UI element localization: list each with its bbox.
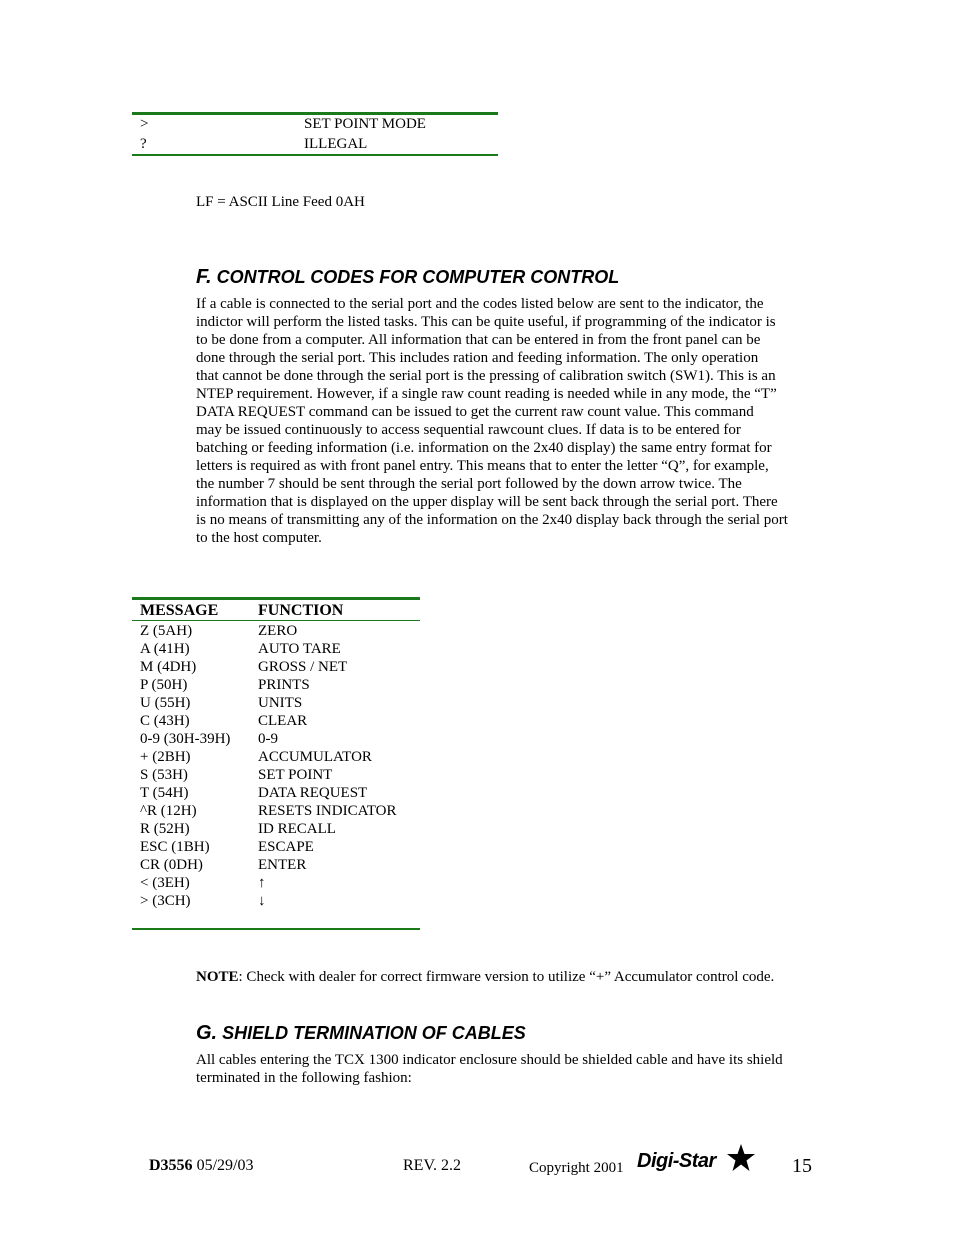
cmd-message: < (3EH) [140, 875, 190, 891]
cmd-table-row [140, 874, 420, 892]
paragraph-line: is no means of transmitting any of the information on the 2x40 display back through the serial port [196, 512, 788, 528]
paragraph-line: to the host computer. [196, 530, 322, 546]
cmd-message: Z (5AH) [140, 623, 193, 639]
cmd-table-row [140, 856, 420, 874]
footer-date: 05/29/03 [196, 1157, 254, 1174]
section-g-letter: G. [196, 1022, 218, 1044]
paragraph-line: batching or feeding information (i.e. information on the 2x40 display) the same entry format for [196, 440, 772, 456]
cmd-function: ENTER [258, 857, 307, 873]
cmd-table-row [140, 658, 420, 676]
section-f-letter: F. [196, 266, 212, 288]
cmd-function: SET POINT [258, 767, 333, 783]
section-f-paragraph [196, 295, 816, 547]
footer-doc-number: D3556 [149, 1157, 193, 1174]
paragraph-line: NTEP requirement. However, if a single raw count reading is needed while in any mode, the “T” [196, 386, 777, 402]
star-icon [726, 1143, 756, 1173]
cmd-message: + (2BH) [140, 749, 191, 765]
top-table-bottom-rule [132, 154, 498, 156]
section-g-title: SHIELD TERMINATION OF CABLES [222, 1023, 526, 1043]
firmware-note [196, 968, 774, 986]
cmd-function: ID RECALL [258, 821, 336, 837]
paragraph-line: letters is required as with front panel entry. This means that to enter the letter “Q”, for example, [196, 458, 769, 474]
cmd-function: ↑ [258, 875, 266, 891]
cmd-function: UNITS [258, 695, 303, 711]
section-f-title: CONTROL CODES FOR COMPUTER CONTROL [216, 267, 620, 287]
section-f-heading [196, 266, 619, 288]
cmd-message: > (3CH) [140, 893, 191, 909]
cmd-table-bottom-rule [132, 928, 420, 930]
cmd-message: 0-9 (30H-39H) [140, 731, 231, 747]
cmd-table-row [140, 622, 420, 640]
top-table-symbol: > [140, 116, 149, 132]
paragraph-line: to be done from a computer. All information that can be entered in from the front panel can be [196, 332, 761, 348]
cmd-message: R (52H) [140, 821, 190, 837]
digi-star-logo [637, 1150, 716, 1173]
cmd-table-row [140, 712, 420, 730]
cmd-table-top-rule [132, 597, 420, 600]
footer-copyright: Copyright 2001 [529, 1160, 624, 1176]
paragraph-line: may be issued continuously to access sequential rawcount clues. If data is to be entered for [196, 422, 741, 438]
cmd-table-row [140, 730, 420, 748]
top-table-meaning: ILLEGAL [304, 136, 368, 152]
top-table-row [140, 115, 148, 133]
lf-note: LF = ASCII Line Feed 0AH [196, 194, 365, 210]
section-g-paragraph [196, 1051, 816, 1087]
page-number: 15 [792, 1155, 812, 1177]
paragraph-line: done through the serial port. This includes ration and feeding information. The only operation [196, 350, 759, 366]
cmd-function: GROSS / NET [258, 659, 348, 675]
cmd-header-message: MESSAGE [140, 602, 219, 619]
cmd-function: AUTO TARE [258, 641, 341, 657]
paragraph-line: DATA REQUEST command can be issued to get the current raw count value. This command [196, 404, 754, 420]
cmd-function: ESCAPE [258, 839, 314, 855]
paragraph-line: information that is displayed on the upper display will be sent back through the serial port. There [196, 494, 778, 510]
cmd-table-row [140, 748, 420, 766]
cmd-message: ^R (12H) [140, 803, 197, 819]
cmd-table-row [140, 892, 420, 910]
cmd-table-header [140, 602, 420, 620]
paragraph-line: If a cable is connected to the serial port and the codes listed below are sent to the indicator, the [196, 296, 764, 312]
paragraph-line: indictor will perform the listed tasks. This can be quite useful, if programming of the indicator is [196, 314, 776, 330]
cmd-table-row [140, 676, 420, 694]
cmd-table-row [140, 802, 420, 820]
cmd-function: ↓ [258, 893, 266, 909]
cmd-message: S (53H) [140, 767, 188, 783]
paragraph-line: terminated in the following fashion: [196, 1070, 412, 1086]
cmd-message: A (41H) [140, 641, 190, 657]
cmd-function: ACCUMULATOR [258, 749, 372, 765]
logo-text: Digi-Star [637, 1150, 716, 1172]
cmd-message: C (43H) [140, 713, 190, 729]
cmd-message: M (4DH) [140, 659, 197, 675]
cmd-table-row [140, 640, 420, 658]
paragraph-line: the number 7 should be sent through the serial port followed by the down arrow twice. The [196, 476, 742, 492]
cmd-function: CLEAR [258, 713, 308, 729]
paragraph-line: All cables entering the TCX 1300 indicator enclosure should be shielded cable and have its shield [196, 1052, 783, 1068]
cmd-table-row [140, 838, 420, 856]
cmd-function: DATA REQUEST [258, 785, 368, 801]
top-table-symbol: ? [140, 136, 147, 152]
top-table-row [140, 135, 147, 153]
note-label: NOTE [196, 969, 239, 985]
section-g-heading [196, 1022, 526, 1044]
cmd-message: T (54H) [140, 785, 189, 801]
cmd-function: 0-9 [258, 731, 278, 747]
cmd-header-function: FUNCTION [258, 602, 344, 619]
note-text: : Check with dealer for correct firmware version to utilize “+” Accumulator control code. [238, 969, 775, 985]
cmd-message: CR (0DH) [140, 857, 203, 873]
footer-revision: REV. 2.2 [403, 1157, 461, 1174]
paragraph-line: that cannot be done through the serial port is the pressing of calibration switch (SW1). This is an [196, 368, 776, 384]
cmd-message: ESC (1BH) [140, 839, 210, 855]
cmd-message: P (50H) [140, 677, 188, 693]
cmd-message: U (55H) [140, 695, 191, 711]
cmd-function: PRINTS [258, 677, 310, 693]
cmd-function: ZERO [258, 623, 298, 639]
footer-doc-id [149, 1157, 253, 1175]
top-table-meaning: SET POINT MODE [304, 116, 426, 132]
cmd-table-row [140, 694, 420, 712]
cmd-function: RESETS INDICATOR [258, 803, 397, 819]
cmd-table-row [140, 784, 420, 802]
top-table-row [304, 115, 426, 133]
cmd-table-row [140, 820, 420, 838]
cmd-table-header-rule [132, 620, 420, 621]
top-table-row [304, 135, 367, 153]
cmd-table-row [140, 766, 420, 784]
